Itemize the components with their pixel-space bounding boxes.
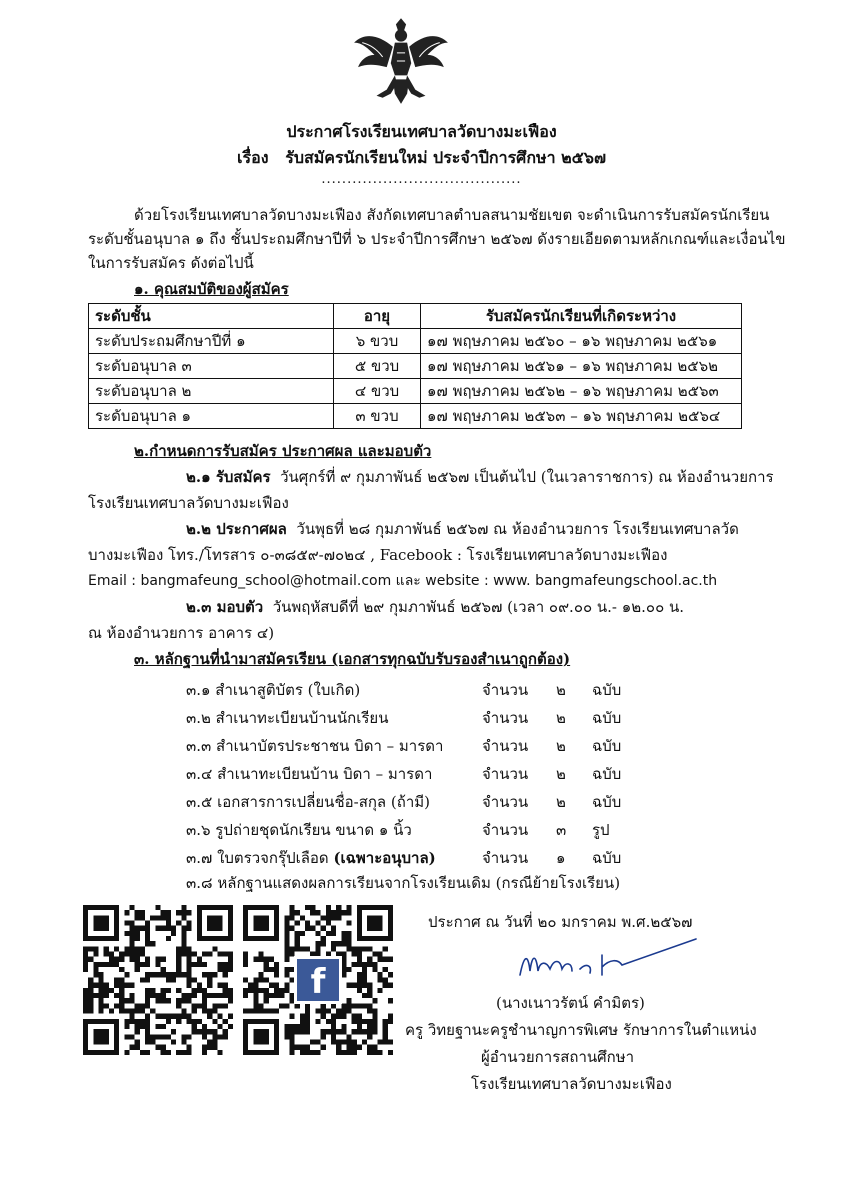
signer-name: (นางเนาวรัตน์ คำมิตร) xyxy=(496,994,645,1012)
signer-position-1: ครู วิทยฐานะครูชำนาญการพิเศษ รักษาการในตำแหน่ง xyxy=(405,1021,757,1039)
announcement-subject xyxy=(0,146,843,171)
table-cell: ๔ ขวบ xyxy=(334,379,421,404)
section-2-2-line-2: บางมะเฟือง โทร./โทรสาร ๐-๓๘๕๙-๗๐๒๔ , Facebook : โรงเรียนเทศบาลวัดบางมะเฟือง xyxy=(88,546,668,564)
document-count: ๓ xyxy=(556,821,567,839)
section-2-3-line-2: ณ ห้องอำนวยการ อาคาร ๔) xyxy=(88,624,275,642)
facebook-logo-icon xyxy=(294,956,342,1004)
table-cell: ๓ ขวบ xyxy=(334,404,421,429)
facebook-letter: f xyxy=(310,962,326,1002)
document-name: ๓.๖ รูปถ่ายชุดนักเรียน ขนาด ๑ นิ้ว xyxy=(186,821,412,839)
table-cell: ระดับอนุบาล ๑ xyxy=(89,404,334,429)
document-count: ๒ xyxy=(556,737,566,755)
document-count: ๑ xyxy=(556,849,566,867)
section-2-1-line-2: โรงเรียนเทศบาลวัดบางมะเฟือง xyxy=(88,494,289,512)
document-unit: ฉบับ xyxy=(592,709,622,727)
section-1-heading: ๑. คุณสมบัติของผู้สมัคร xyxy=(134,280,289,298)
subject-label: เรื่อง xyxy=(237,148,269,167)
table-row xyxy=(89,404,742,429)
table-cell: ๑๗ พฤษภาคม ๒๕๖๒ – ๑๖ พฤษภาคม ๒๕๖๓ xyxy=(421,379,742,404)
table-cell: ๕ ขวบ xyxy=(334,354,421,379)
section-2-3-text: วันพฤหัสบดีที่ ๒๙ กุมภาพันธ์ ๒๕๖๗ (เวลา ๐๙.๐๐ น.- ๑๒.๐๐ น. xyxy=(272,598,685,616)
facebook-qr-code[interactable] xyxy=(243,905,393,1055)
garuda-emblem-icon xyxy=(350,8,452,110)
table-cell: ๖ ขวบ xyxy=(334,329,421,354)
document-count: ๒ xyxy=(556,793,566,811)
section-3-heading: ๓. หลักฐานที่นำมาสมัครเรียน (เอกสารทุกฉบับรับรองสำเนาถูกต้อง) xyxy=(134,650,571,668)
table-header-row xyxy=(89,304,742,329)
document-unit: ฉบับ xyxy=(592,765,622,783)
section-2-1 xyxy=(186,466,774,489)
section-2-2-text: วันพุธที่ ๒๘ กุมภาพันธ์ ๒๕๖๗ ณ ห้องอำนวยการ โรงเรียนเทศบาลวัด xyxy=(296,520,739,538)
section-2-2-label: ๒.๒ ประกาศผล xyxy=(186,520,287,538)
document-unit: รูป xyxy=(592,821,610,839)
table-cell: ๑๗ พฤษภาคม ๒๕๖๓ – ๑๖ พฤษภาคม ๒๕๖๔ xyxy=(421,404,742,429)
section-2-heading: ๒.กำหนดการรับสมัคร ประกาศผล และมอบตัว xyxy=(134,442,432,460)
section-2-1-label: ๒.๑ รับสมัคร xyxy=(186,468,271,486)
table-cell: ๑๗ พฤษภาคม ๒๕๖๑ – ๑๖ พฤษภาคม ๒๕๖๒ xyxy=(421,354,742,379)
document-count: ๒ xyxy=(556,765,566,783)
document-unit: ฉบับ xyxy=(592,793,622,811)
signer-position-3: โรงเรียนเทศบาลวัดบางมะเฟือง xyxy=(471,1075,672,1093)
table-cell: ระดับอนุบาล ๒ xyxy=(89,379,334,404)
section-2-3 xyxy=(186,596,684,619)
document-count: ๒ xyxy=(556,709,566,727)
document-count-label: จำนวน xyxy=(482,793,529,811)
document-unit: ฉบับ xyxy=(592,681,622,699)
signature-icon xyxy=(510,925,700,985)
document-name: ๓.๒ สำเนาทะเบียนบ้านนักเรียน xyxy=(186,709,389,727)
table-header: ระดับชั้น xyxy=(89,304,334,329)
section-2-1-text: วันศุกร์ที่ ๙ กุมภาพันธ์ ๒๕๖๗ เป็นต้นไป (ในเวลาราชการ) ณ ห้องอำนวยการ xyxy=(280,468,774,486)
document-name: ๓.๑ สำเนาสูติบัตร (ใบเกิด) xyxy=(186,681,361,699)
table-cell: ๑๗ พฤษภาคม ๒๕๖๐ – ๑๖ พฤษภาคม ๒๕๖๑ xyxy=(421,329,742,354)
document-unit: ฉบับ xyxy=(592,737,622,755)
title-separator: ....................................... xyxy=(321,172,522,187)
table-cell: ระดับอนุบาล ๓ xyxy=(89,354,334,379)
website-qr-code-icon[interactable] xyxy=(83,905,233,1055)
announcement-title: ประกาศโรงเรียนเทศบาลวัดบางมะเฟือง xyxy=(286,122,557,141)
intro-line-3: ในการรับสมัคร ดังต่อไปนี้ xyxy=(88,254,254,272)
table-cell: ระดับประถมศึกษาปีที่ ๑ xyxy=(89,329,334,354)
document-name: ๓.๕ เอกสารการเปลี่ยนชื่อ-สกุล (ถ้ามี) xyxy=(186,793,430,811)
document-unit: ฉบับ xyxy=(592,849,622,867)
table-header: รับสมัครนักเรียนที่เกิดระหว่าง xyxy=(421,304,742,329)
intro-line-2: ระดับชั้นอนุบาล ๑ ถึง ชั้นประถมศึกษาปีที่ ๖ ประจำปีการศึกษา ๒๕๖๗ ดังรายเอียดตามหลักเกณฑ์และเงื่อนไข xyxy=(88,230,786,248)
signer-position-2: ผู้อำนวยการสถานศึกษา xyxy=(481,1048,635,1066)
document-name: ๓.๔ สำเนาทะเบียนบ้าน บิดา – มารดา xyxy=(186,765,433,783)
document-count-label: จำนวน xyxy=(482,709,529,727)
document-count-label: จำนวน xyxy=(482,737,529,755)
section-2-3-label: ๒.๓ มอบตัว xyxy=(186,598,264,616)
document-count-label: จำนวน xyxy=(482,821,529,839)
document-count-label: จำนวน xyxy=(482,849,529,867)
intro-line-1: ด้วยโรงเรียนเทศบาลวัดบางมะเฟือง สังกัดเทศบาลตำบลสนามชัยเขต จะดำเนินการรับสมัครนักเรียน xyxy=(134,206,770,224)
document-name: ๓.๓ สำเนาบัตรประชาชน บิดา – มารดา xyxy=(186,737,444,755)
section-2-2 xyxy=(186,518,739,541)
section-2-2-contact-line: Email : bangmafeung_school@hotmail.com และ website : www. bangmafeungschool.ac.th xyxy=(88,573,718,589)
subject-text: รับสมัครนักเรียนใหม่ ประจำปีการศึกษา ๒๕๖๗ xyxy=(285,148,606,167)
table-row xyxy=(89,329,742,354)
document-count-label: จำนวน xyxy=(482,681,529,699)
document-item-last: ๓.๘ หลักฐานแสดงผลการเรียนจากโรงเรียนเดิม (กรณีย้ายโรงเรียน) xyxy=(186,874,621,892)
table-row xyxy=(89,354,742,379)
document-name: ๓.๗ ใบตรวจกรุ๊ปเลือด (เฉพาะอนุบาล) xyxy=(186,849,436,867)
document-count-label: จำนวน xyxy=(482,765,529,783)
table-header: อายุ xyxy=(334,304,421,329)
qualification-table xyxy=(88,303,742,429)
document-count: ๒ xyxy=(556,681,566,699)
table-row xyxy=(89,379,742,404)
announce-date: ประกาศ ณ วันที่ ๒๐ มกราคม พ.ศ.๒๕๖๗ xyxy=(428,913,693,931)
